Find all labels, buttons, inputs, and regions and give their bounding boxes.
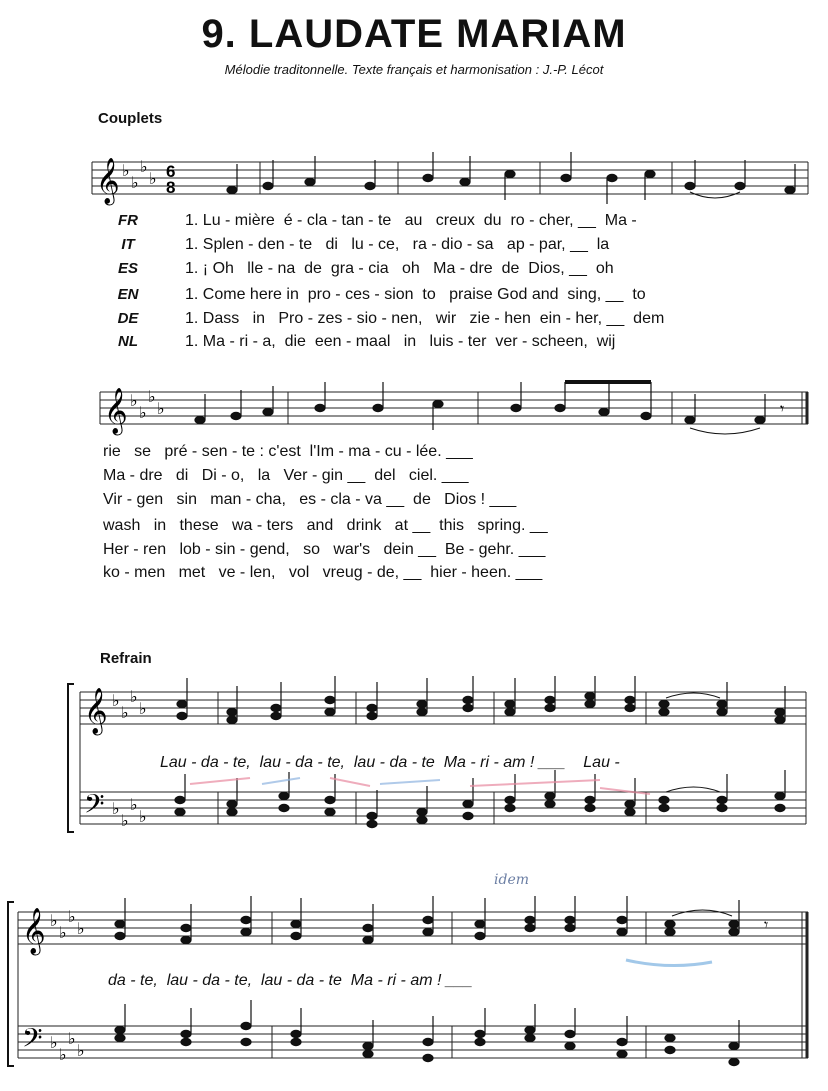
lyric-line-en-2: wash in these wa - ters and drink at __ this spring. __ [103,517,548,534]
lyric-line-it-1: 1. Splen - den - te di lu - ce, ra - dio - sa ap - par, __ la [185,236,610,253]
section-heading-refrain: Refrain [100,650,152,667]
svg-text:♭: ♭ [50,1035,58,1052]
svg-text:♭: ♭ [77,921,85,938]
treble-clef-icon: 𝄞 [22,908,46,954]
svg-text:♭: ♭ [130,689,138,706]
treble-clef-icon: 𝄞 [96,158,120,204]
refrain-system-2 [0,896,828,1086]
svg-text:♭: ♭ [50,913,58,930]
couplets-staff-2 [0,380,828,440]
refrain-lyric-line-1: Lau - da - te, lau - da - te, lau - da - te Ma - ri - am ! ___ Lau - [160,754,620,771]
lyric-line-de-1: 1. Dass in Pro - zes - sio - nen, wir zie - hen ein - her, __ dem [185,310,665,327]
svg-text:♭: ♭ [68,1031,76,1048]
bass-clef-icon: 𝄢 [22,1022,43,1060]
lang-label-nl: NL [118,333,138,350]
svg-text:♭: ♭ [112,801,120,818]
page-title: 9. LAUDATE MARIAM [201,12,627,56]
lang-label-es: ES [117,260,138,277]
refrain-lyric-line-2: da - te, lau - da - te, lau - da - te Ma - ri - am ! ___ [108,972,473,989]
section-heading-couplets: Couplets [98,110,163,127]
svg-text:♭: ♭ [59,1047,67,1064]
treble-clef-icon: 𝄞 [104,388,128,434]
svg-text:♭: ♭ [130,393,138,410]
lyric-line-es-1: 1. ¡ Oh lle - na de gra - cia oh Ma - dre de Dios, __ oh [185,260,614,277]
svg-text:♭: ♭ [140,157,148,176]
couplets-staff-1 [0,150,828,210]
time-sig-top: 6 [166,162,176,181]
svg-text:♭: ♭ [121,813,129,830]
svg-text:♭: ♭ [149,169,157,188]
svg-text:♭: ♭ [112,693,120,710]
lyric-line-de-2: Her - ren lob - sin - gend, so war's dein __ Be - gehr. ___ [103,541,546,558]
svg-text:𝄾: 𝄾 [764,917,769,934]
svg-text:♭: ♭ [157,401,165,418]
svg-text:♭: ♭ [77,1043,85,1060]
bass-clef-icon: 𝄢 [84,788,105,826]
handwritten-annotation-marks [626,960,712,966]
treble-clef-icon: 𝄞 [84,688,108,734]
svg-text:♭: ♭ [59,925,67,942]
svg-text:♭: ♭ [139,405,147,422]
time-sig-bottom: 8 [166,178,176,197]
lang-label-fr: FR [118,212,138,229]
svg-text:♭: ♭ [139,701,147,718]
svg-text:𝄾: 𝄾 [780,401,785,418]
svg-text:♭: ♭ [148,389,156,406]
handwritten-note: idem [494,872,529,888]
lyric-line-en-1: 1. Come here in pro - ces - sion to praise God and sing, __ to [185,286,646,303]
lyric-line-fr-1: 1. Lu - mière é - cla - tan - te au creux du ro - cher, __ Ma - [185,212,637,229]
svg-text:♭: ♭ [130,797,138,814]
lyric-line-nl-2: ko - men met ve - len, vol vreug - de, __ hier - heen. ___ [103,564,543,581]
svg-text:♭: ♭ [139,809,147,826]
lang-label-it: IT [121,236,135,253]
svg-text:♭: ♭ [122,161,130,180]
lang-label-en: EN [117,286,139,303]
svg-text:♭: ♭ [131,173,139,192]
lyric-line-nl-1: 1. Ma - ri - a, die een - maal in luis - ter ver - scheen, wij [185,333,616,350]
credits-subtitle: Mélodie traditonnelle. Texte français et harmonisation : J.-P. Lécot [224,62,604,77]
lyric-line-es-2: Vir - gen sin man - cha, es - cla - va __ de Dios ! ___ [103,491,517,508]
lang-label-de: DE [117,310,139,327]
lyric-line-it-2: Ma - dre di Di - o, la Ver - gin __ del ciel. ___ [103,467,469,484]
svg-text:♭: ♭ [68,909,76,926]
svg-text:♭: ♭ [121,705,129,722]
lyric-line-fr-2: rie se pré - sen - te : c'est l'Im - ma - cu - lée. ___ [103,443,473,460]
